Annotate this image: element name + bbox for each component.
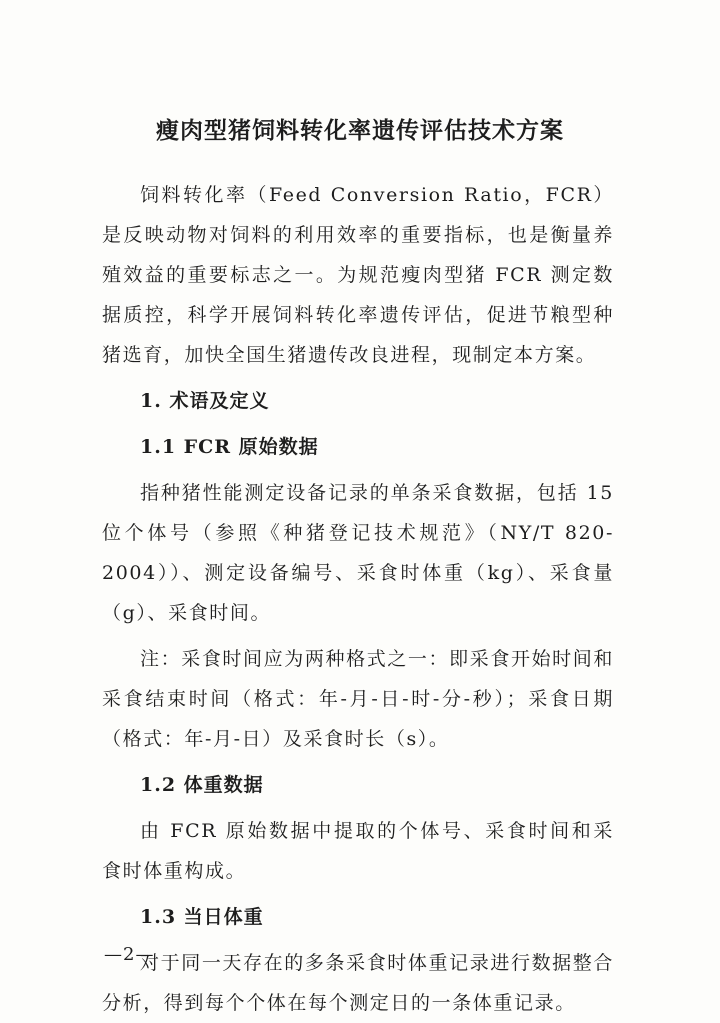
document-title: 瘦肉型猪饲料转化率遗传评估技术方案 [156, 117, 564, 144]
section-1-1-note: 注：采食时间应为两种格式之一：即采食开始时间和采食结束时间（格式：年-月-日-时-分-秒）；采食日期（格式：年-月-日）及采食时长（s）。 [102, 648, 614, 750]
section-1-heading: 1. 术语及定义 [140, 390, 270, 412]
section-1-3-heading: 1.3 当日体重 [140, 906, 264, 928]
section-1-1-heading: 1.1 FCR 原始数据 [140, 436, 319, 458]
section-1-2-text: 由 FCR 原始数据中提取的个体号、采食时间和采食时体重构成。 [102, 820, 614, 882]
section-1-3-text: 对于同一天存在的多条采食时体重记录进行数据整合分析，得到每个个体在每个测定日的一条体重记录。 [102, 952, 614, 1014]
page-number: —2— [104, 944, 155, 965]
section-1-1-text: 指种猪性能测定设备记录的单条采食数据，包括 15 位个体号（参照《种猪登记技术规范》（NY/T 820-2004））、测定设备编号、采食时体重（kg）、采食量（g）、采食时间。 [102, 482, 614, 624]
document-body [102, 175, 614, 1023]
section-1-2-heading: 1.2 体重数据 [140, 774, 264, 796]
intro-paragraph: 饲料转化率（Feed Conversion Ratio，FCR）是反映动物对饲料的利用效率的重要指标，也是衡量养殖效益的重要标志之一。为规范瘦肉型猪 FCR 测定数据质控，科学开展饲料转化率遗传评估，促进节粮型种猪选育，加快全国生猪遗传改良进程，现制定本方案。 [102, 184, 614, 366]
